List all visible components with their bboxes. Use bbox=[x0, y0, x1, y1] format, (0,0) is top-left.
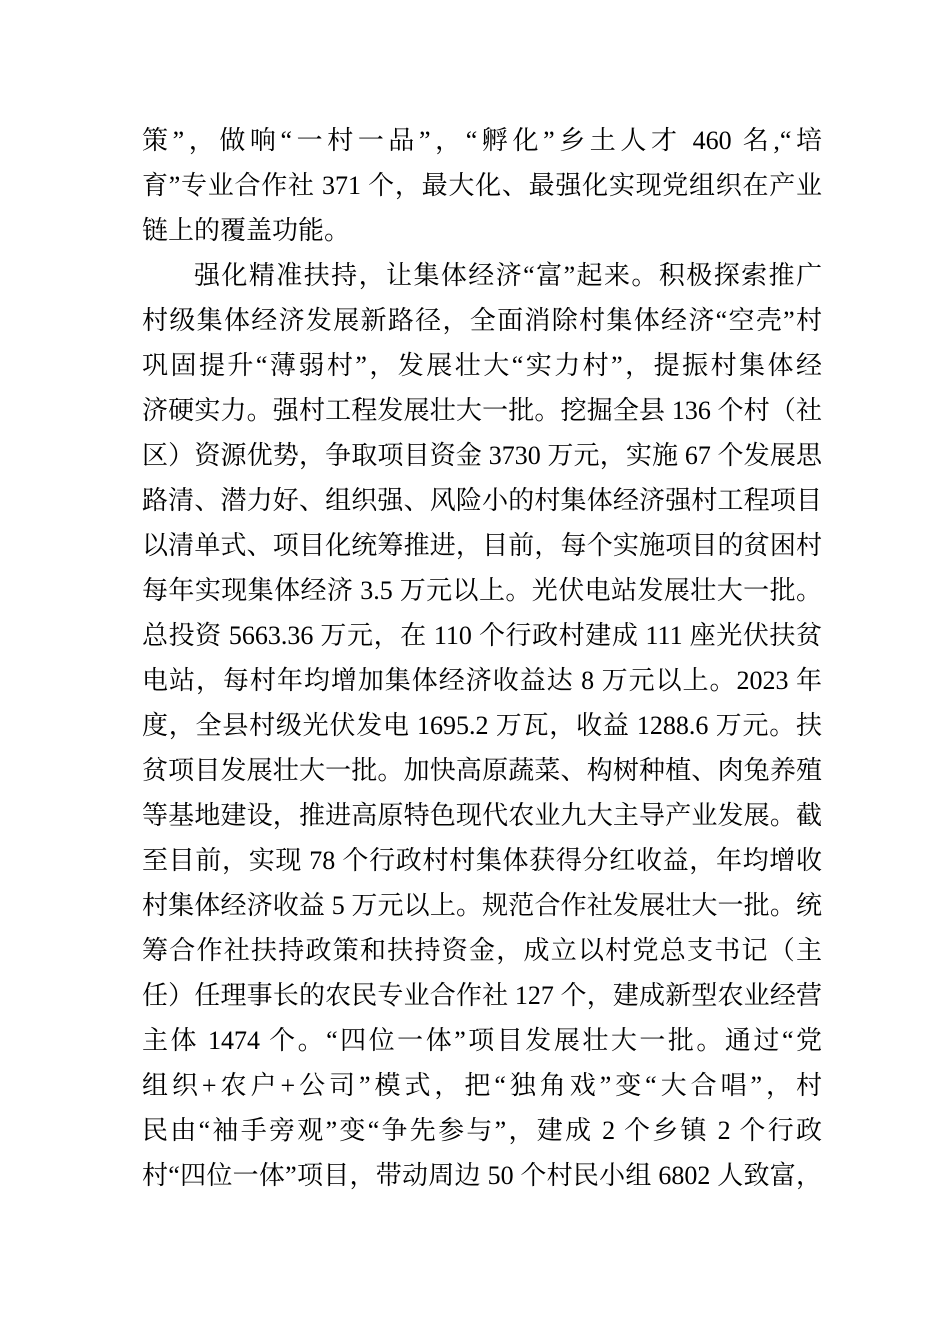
text-line: 村“四位一体”项目，带动周边 50 个村民小组 6802 人致富， bbox=[142, 1161, 822, 1190]
document-body bbox=[142, 118, 822, 1198]
text-line: 村级集体经济发展新路径，全面消除村集体经济“空壳”村 bbox=[142, 306, 822, 335]
text-line: 育”专业合作社 371 个，最大化、最强化实现党组织在产业 bbox=[142, 171, 822, 200]
text-line: 路清、潜力好、组织强、风险小的村集体经济强村工程项目 bbox=[142, 486, 822, 515]
text-line: 任）任理事长的农民专业合作社 127 个，建成新型农业经营 bbox=[142, 981, 822, 1010]
text-line: 每年实现集体经济 3.5 万元以上。光伏电站发展壮大一批。 bbox=[142, 576, 822, 605]
text-line: 村集体经济收益 5 万元以上。规范合作社发展壮大一批。统 bbox=[142, 891, 822, 920]
text-line: 策”，做响“一村一品”，“孵化”乡土人才 460 名,“培 bbox=[142, 126, 822, 155]
text-line: 强化精准扶持，让集体经济“富”起来。积极探索推广 bbox=[194, 261, 822, 290]
text-line: 以清单式、项目化统筹推进，目前，每个实施项目的贫困村 bbox=[142, 531, 822, 560]
text-line: 巩固提升“薄弱村”，发展壮大“实力村”，提振村集体经 bbox=[142, 351, 822, 380]
text-line: 总投资 5663.36 万元，在 110 个行政村建成 111 座光伏扶贫 bbox=[142, 621, 822, 650]
text-line: 民由“袖手旁观”变“争先参与”，建成 2 个乡镇 2 个行政 bbox=[142, 1116, 822, 1145]
text-line: 至目前，实现 78 个行政村村集体获得分红收益，年均增收 bbox=[142, 846, 822, 875]
text-line: 济硬实力。强村工程发展壮大一批。挖掘全县 136 个村（社 bbox=[142, 396, 822, 425]
text-line: 组织+农户+公司”模式，把“独角戏”变“大合唱”，村 bbox=[142, 1071, 822, 1100]
text-line: 链上的覆盖功能。 bbox=[142, 216, 351, 245]
text-line: 电站，每村年均增加集体经济收益达 8 万元以上。2023 年 bbox=[142, 666, 822, 695]
text-line: 筹合作社扶持政策和扶持资金，成立以村党总支书记（主 bbox=[142, 936, 822, 965]
text-line: 主体 1474 个。“四位一体”项目发展壮大一批。通过“党 bbox=[142, 1026, 822, 1055]
text-line: 度，全县村级光伏发电 1695.2 万瓦，收益 1288.6 万元。扶 bbox=[142, 711, 822, 740]
text-line: 贫项目发展壮大一批。加快高原蔬菜、构树种植、肉兔养殖 bbox=[142, 756, 822, 785]
text-line: 区）资源优势，争取项目资金 3730 万元，实施 67 个发展思 bbox=[142, 441, 822, 470]
text-line: 等基地建设，推进高原特色现代农业九大主导产业发展。截 bbox=[142, 801, 822, 830]
